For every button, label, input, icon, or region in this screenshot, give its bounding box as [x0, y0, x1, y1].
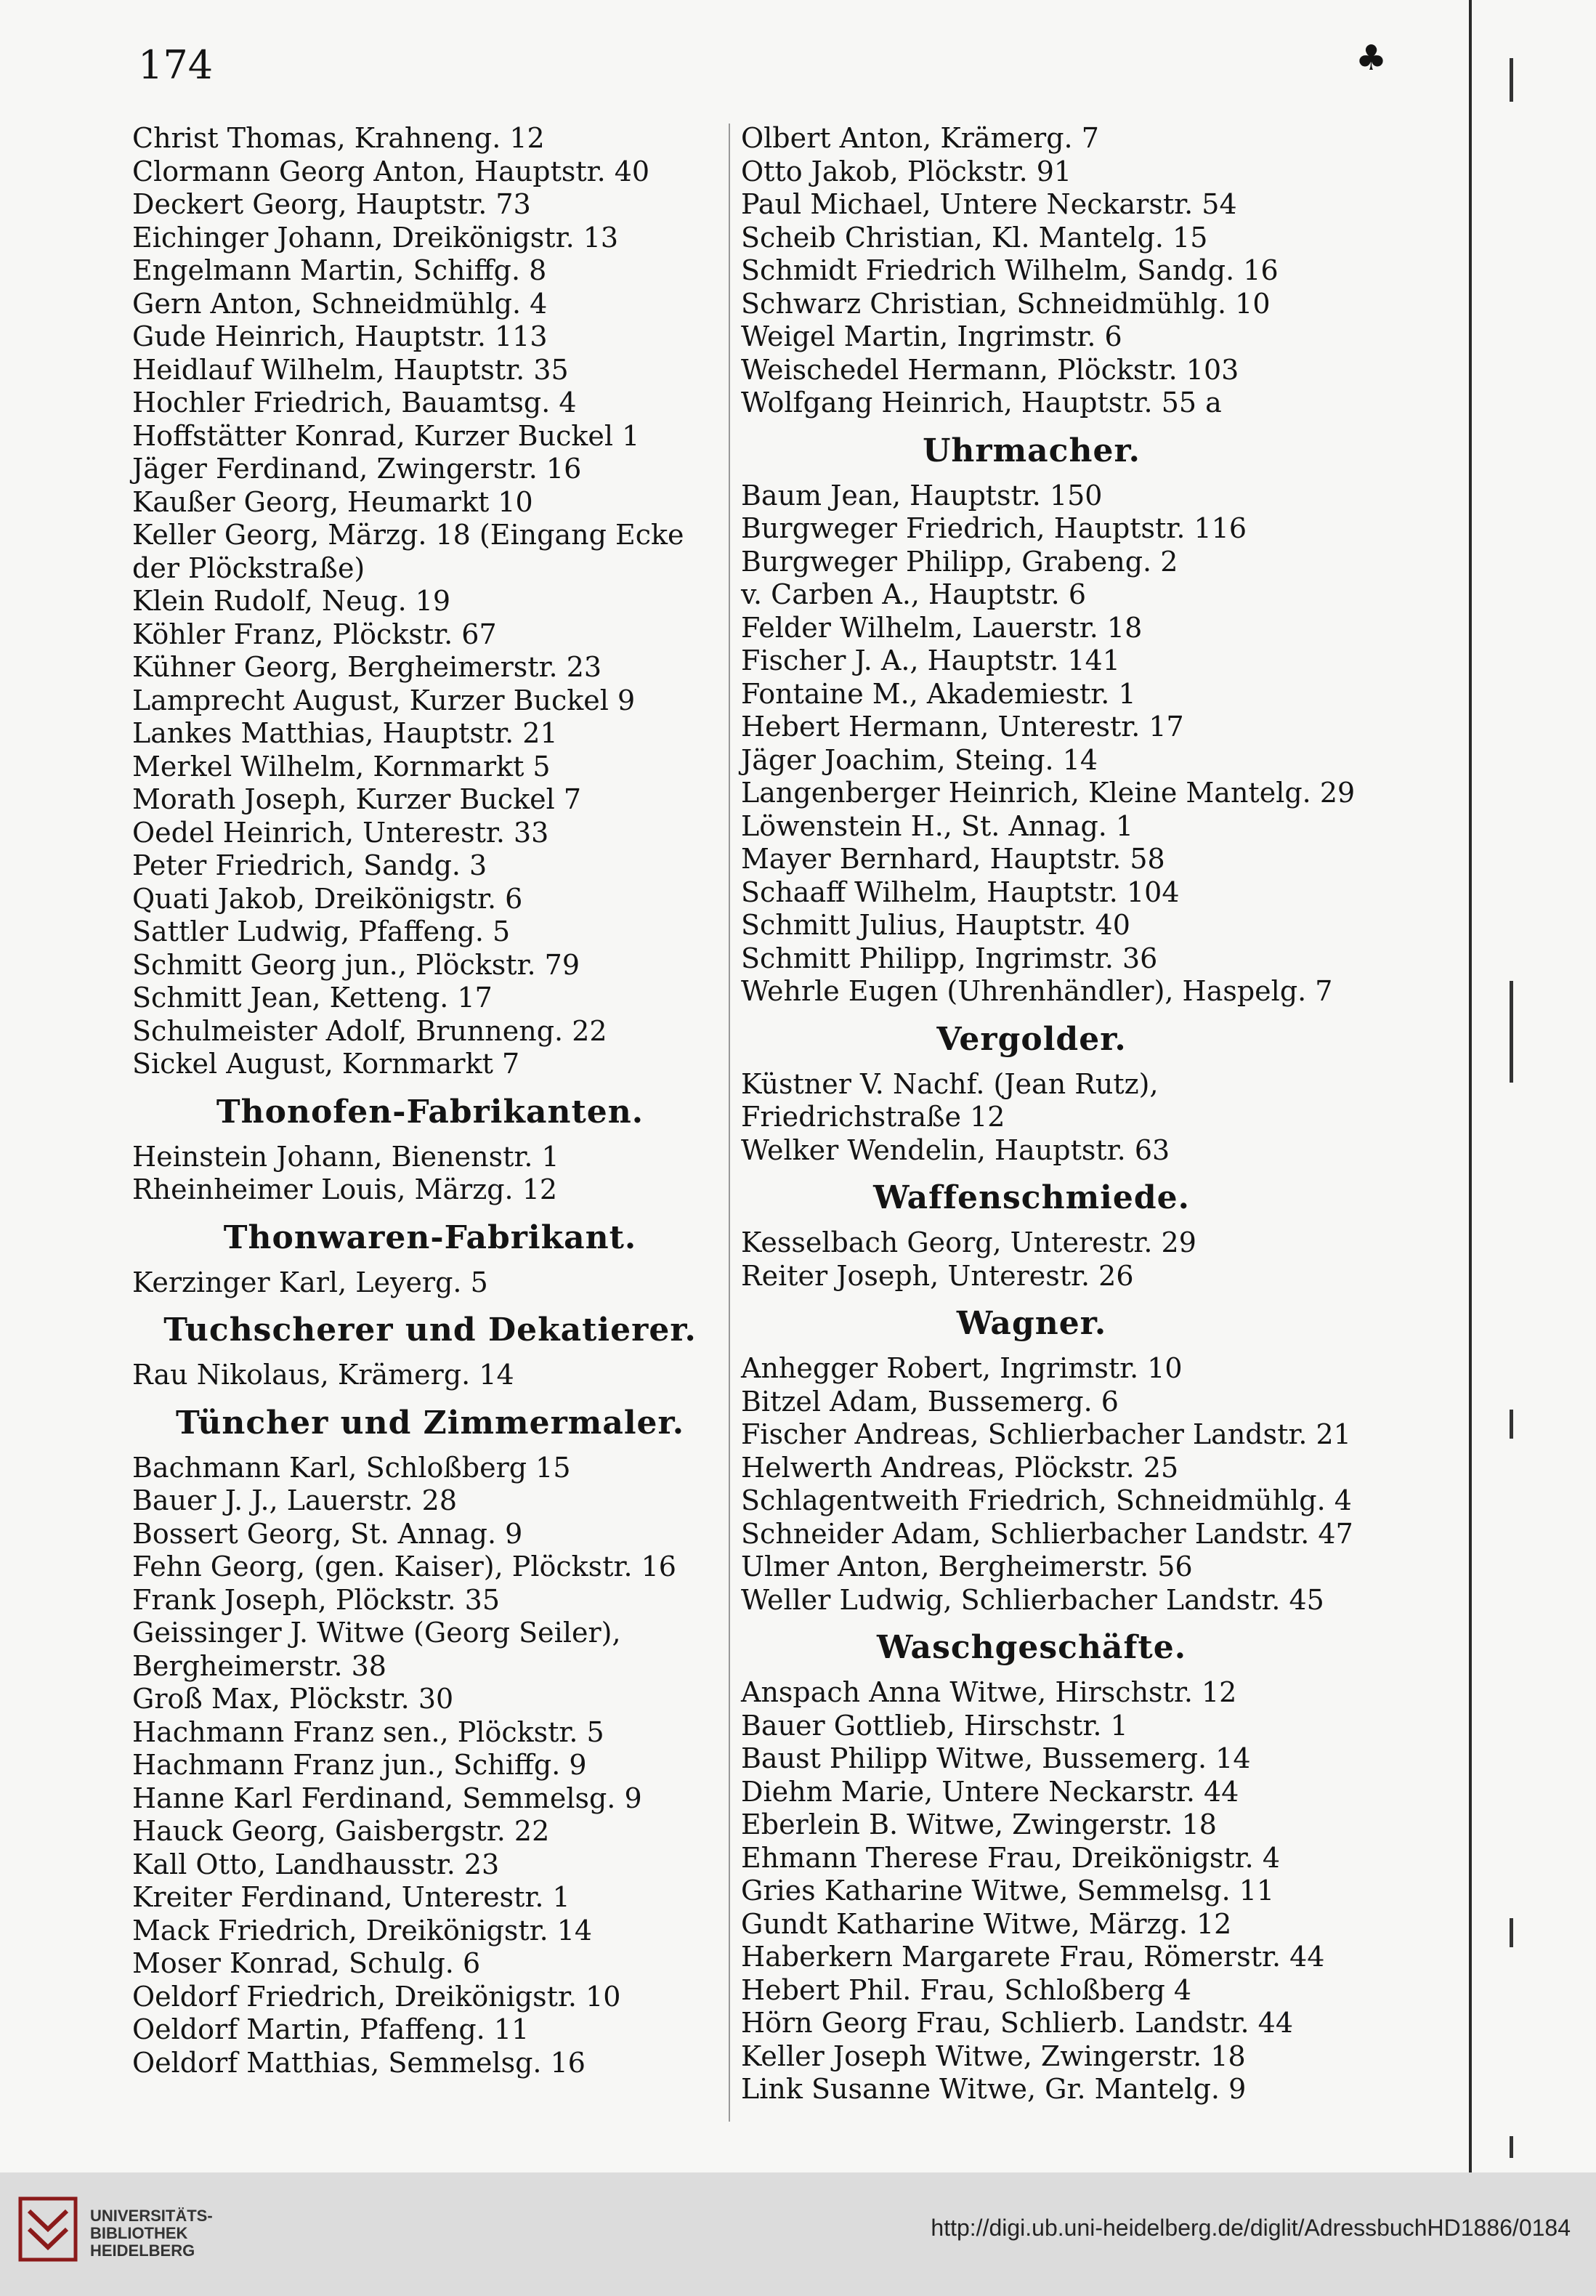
directory-entry: Bitzel Adam, Bussemerg. 6 — [741, 1385, 1119, 1418]
directory-entry: Schneider Adam, Schlierbacher Landstr. 47 — [741, 1517, 1353, 1550]
directory-entry: Mack Friedrich, Dreikönigstr. 14 — [132, 1914, 593, 1947]
directory-entry: Burgweger Philipp, Grabeng. 2 — [741, 545, 1178, 578]
directory-entry: Moser Konrad, Schulg. 6 — [132, 1947, 481, 1979]
directory-entry: Kall Otto, Landhausstr. 23 — [132, 1848, 500, 1880]
directory-entry: Merkel Wilhelm, Kornmarkt 5 — [132, 750, 551, 783]
directory-entry: Löwenstein H., St. Annag. 1 — [741, 809, 1134, 842]
scan-edge-marks — [1510, 58, 1517, 2165]
directory-entry: Lamprecht August, Kurzer Buckel 9 — [132, 684, 636, 716]
directory-entry: Fischer J. A., Hauptstr. 141 — [741, 644, 1120, 676]
column-divider — [729, 124, 730, 2122]
directory-entry: Haberkern Margarete Frau, Römerstr. 44 — [741, 1941, 1325, 1973]
library-name-line: HEIDELBERG — [90, 2242, 195, 2260]
directory-entry: Rau Nikolaus, Krämerg. 14 — [132, 1359, 514, 1391]
directory-entry: Oeldorf Martin, Pfaffeng. 11 — [132, 2013, 530, 2045]
section-heading: Thonwaren-Fabrikant. — [223, 1218, 637, 1256]
directory-entry: Baum Jean, Hauptstr. 150 — [741, 479, 1103, 512]
directory-entry: Köhler Franz, Plöckstr. 67 — [132, 618, 497, 650]
directory-entry: Reiter Joseph, Unterestr. 26 — [741, 1259, 1134, 1292]
right-column — [741, 122, 1356, 2106]
directory-entry: Engelmann Martin, Schiffg. 8 — [132, 254, 547, 286]
directory-entry: Anhegger Robert, Ingrimstr. 10 — [741, 1352, 1183, 1384]
directory-entry: Schaaff Wilhelm, Hauptstr. 104 — [741, 876, 1180, 908]
corner-mark-icon: ♣ — [1356, 38, 1388, 78]
directory-entry: Hanne Karl Ferdinand, Semmelsg. 9 — [132, 1782, 642, 1814]
directory-entry: Heidlauf Wilhelm, Hauptstr. 35 — [132, 353, 569, 386]
directory-entry: Gundt Katharine Witwe, Märzg. 12 — [741, 1907, 1232, 1940]
directory-entry: Hebert Phil. Frau, Schloßberg 4 — [741, 1973, 1192, 2006]
directory-entry: Hachmann Franz jun., Schiffg. 9 — [132, 1749, 587, 1781]
directory-entry: Schlagentweith Friedrich, Schneidmühlg. 4 — [741, 1484, 1352, 1516]
directory-entry: Kerzinger Karl, Leyerg. 5 — [132, 1266, 488, 1298]
directory-entry: Peter Friedrich, Sandg. 3 — [132, 849, 487, 881]
library-name — [90, 2207, 213, 2260]
directory-entry: Gude Heinrich, Hauptstr. 113 — [132, 320, 548, 352]
directory-entry: Bachmann Karl, Schloßberg 15 — [132, 1451, 571, 1484]
library-name-line: BIBLIOTHEK — [90, 2224, 188, 2242]
directory-entry: Olbert Anton, Krämerg. 7 — [741, 122, 1099, 154]
directory-entry: Lankes Matthias, Hauptstr. 21 — [132, 717, 558, 749]
directory-entry: Weller Ludwig, Schlierbacher Landstr. 45 — [741, 1583, 1324, 1616]
directory-entry: Schulmeister Adolf, Brunneng. 22 — [132, 1014, 607, 1047]
directory-entry: Schwarz Christian, Schneidmühlg. 10 — [741, 287, 1271, 320]
source-url-link[interactable]: http://digi.ub.uni-heidelberg.de/diglit/AdressbuchHD1886/0184 — [931, 2215, 1571, 2241]
directory-entry: Deckert Georg, Hauptstr. 73 — [132, 188, 531, 220]
footer-bar — [0, 2172, 1596, 2296]
directory-entry: Wehrle Eugen (Uhrenhändler), Haspelg. 7 — [741, 975, 1333, 1007]
section-heading: Waffenschmiede. — [873, 1179, 1190, 1216]
directory-entry: Bossert Georg, St. Annag. 9 — [132, 1517, 523, 1550]
directory-entry: Groß Max, Plöckstr. 30 — [132, 1683, 454, 1715]
directory-entry: Sattler Ludwig, Pfaffeng. 5 — [132, 915, 511, 947]
directory-entry: Eberlein B. Witwe, Zwingerstr. 18 — [741, 1808, 1217, 1840]
directory-entry: Heinstein Johann, Bienenstr. 1 — [132, 1140, 559, 1173]
page-number: 174 — [138, 42, 214, 88]
directory-entry: Schmitt Georg jun., Plöckstr. 79 — [132, 948, 580, 981]
directory-entry: Hachmann Franz sen., Plöckstr. 5 — [132, 1715, 604, 1748]
directory-entry: Kühner Georg, Bergheimerstr. 23 — [132, 651, 602, 683]
directory-entry: Sickel August, Kornmarkt 7 — [132, 1048, 520, 1080]
directory-entry: Weischedel Hermann, Plöckstr. 103 — [741, 353, 1239, 386]
page-edge-line — [1469, 0, 1472, 2180]
section-heading: Thonofen-Fabrikanten. — [216, 1093, 644, 1131]
directory-entry: Ulmer Anton, Bergheimerstr. 56 — [741, 1551, 1193, 1582]
section-heading: Vergolder. — [936, 1020, 1127, 1058]
directory-entry: Christ Thomas, Krahneng. 12 — [132, 122, 545, 154]
directory-entry: Wolfgang Heinrich, Hauptstr. 55 a — [741, 387, 1222, 419]
university-library-logo-icon — [15, 2193, 81, 2265]
directory-entry: Fehn Georg, (gen. Kaiser), Plöckstr. 16 — [132, 1551, 676, 1582]
directory-entry: Oeldorf Friedrich, Dreikönigstr. 10 — [132, 1980, 621, 2013]
directory-entry: Mayer Bernhard, Hauptstr. 58 — [741, 843, 1165, 875]
directory-entry: Frank Joseph, Plöckstr. 35 — [132, 1583, 501, 1616]
directory-entry: Weigel Martin, Ingrimstr. 6 — [741, 320, 1122, 352]
directory-entry: Quati Jakob, Dreikönigstr. 6 — [132, 882, 523, 915]
directory-entry: Schmitt Philipp, Ingrimstr. 36 — [741, 942, 1158, 974]
directory-entry: Schmidt Friedrich Wilhelm, Sandg. 16 — [741, 254, 1279, 286]
directory-entry: Gern Anton, Schneidmühlg. 4 — [132, 287, 548, 320]
directory-entry: Klein Rudolf, Neug. 19 — [132, 585, 451, 617]
directory-entry: Paul Michael, Untere Neckarstr. 54 — [741, 188, 1237, 220]
directory-entry: Gries Katharine Witwe, Semmelsg. 11 — [741, 1875, 1275, 1907]
directory-entry: Scheib Christian, Kl. Mantelg. 15 — [741, 221, 1208, 254]
directory-entry: Hochler Friedrich, Bauamtsg. 4 — [132, 387, 577, 419]
directory-entry: Otto Jakob, Plöckstr. 91 — [741, 155, 1072, 187]
directory-entry: Eichinger Johann, Dreikönigstr. 13 — [132, 221, 619, 254]
directory-entry: Fontaine M., Akademiestr. 1 — [741, 677, 1136, 710]
directory-entry: Hauck Georg, Gaisbergstr. 22 — [132, 1815, 550, 1847]
section-heading: Uhrmacher. — [923, 432, 1141, 469]
directory-entry: Felder Wilhelm, Lauerstr. 18 — [741, 611, 1143, 644]
directory-entry: Kaußer Georg, Heumarkt 10 — [132, 485, 533, 518]
directory-entry: Rheinheimer Louis, Märzg. 12 — [132, 1173, 558, 1205]
directory-entry: Fischer Andreas, Schlierbacher Landstr. 21 — [741, 1418, 1351, 1450]
directory-entry: Oedel Heinrich, Unterestr. 33 — [132, 816, 549, 849]
section-heading: Tuchscherer und Dekatierer. — [163, 1311, 697, 1349]
directory-entry: Kreiter Ferdinand, Unterestr. 1 — [132, 1881, 570, 1913]
directory-entry: Burgweger Friedrich, Hauptstr. 116 — [741, 512, 1247, 544]
directory-entry: Welker Wendelin, Hauptstr. 63 — [741, 1133, 1170, 1166]
directory-entry: Bauer Gottlieb, Hirschstr. 1 — [741, 1709, 1128, 1742]
section-heading: Tüncher und Zimmermaler. — [175, 1404, 685, 1442]
directory-entry: Helwerth Andreas, Plöckstr. 25 — [741, 1451, 1179, 1484]
section-heading: Wagner. — [956, 1305, 1107, 1342]
directory-entry: Geissinger J. Witwe (Georg Seiler), Bergheimerstr. 38 — [132, 1617, 621, 1682]
left-column — [132, 122, 728, 2079]
directory-entry: Keller Joseph Witwe, Zwingerstr. 18 — [741, 2040, 1246, 2072]
library-name-line: UNIVERSITÄTS- — [90, 2207, 213, 2225]
directory-entry: Schmitt Julius, Hauptstr. 40 — [741, 909, 1130, 941]
directory-entry: Clormann Georg Anton, Hauptstr. 40 — [132, 155, 650, 187]
directory-entry: Baust Philipp Witwe, Bussemerg. 14 — [741, 1742, 1251, 1774]
directory-entry: Langenberger Heinrich, Kleine Mantelg. 29 — [741, 777, 1356, 809]
directory-entry: Hoffstätter Konrad, Kurzer Buckel 1 — [132, 419, 640, 452]
directory-entry: Link Susanne Witwe, Gr. Mantelg. 9 — [741, 2073, 1247, 2105]
directory-entry: Schmitt Jean, Ketteng. 17 — [132, 982, 493, 1014]
directory-entry: Hebert Hermann, Unterestr. 17 — [741, 711, 1184, 743]
directory-entry: Anspach Anna Witwe, Hirschstr. 12 — [741, 1676, 1237, 1708]
directory-entry: Keller Georg, Märzg. 18 (Eingang Ecke der Plöckstraße) — [132, 519, 684, 584]
section-heading: Waschgeschäfte. — [876, 1629, 1187, 1666]
directory-entry: Hörn Georg Frau, Schlierb. Landstr. 44 — [741, 2007, 1294, 2039]
directory-entry: Ehmann Therese Frau, Dreikönigstr. 4 — [741, 1841, 1281, 1874]
directory-entry: Jäger Ferdinand, Zwingerstr. 16 — [132, 453, 582, 485]
directory-entry: Kesselbach Georg, Unterestr. 29 — [741, 1226, 1196, 1258]
directory-entry: Morath Joseph, Kurzer Buckel 7 — [132, 783, 582, 815]
directory-entry: Bauer J. J., Lauerstr. 28 — [132, 1484, 458, 1516]
directory-entry: Küstner V. Nachf. (Jean Rutz), Friedrichstraße 12 — [741, 1067, 1159, 1133]
directory-entry: v. Carben A., Hauptstr. 6 — [741, 578, 1087, 610]
directory-entry: Diehm Marie, Untere Neckarstr. 44 — [741, 1775, 1239, 1808]
directory-entry: Oeldorf Matthias, Semmelsg. 16 — [132, 2046, 586, 2079]
directory-entry: Jäger Joachim, Steing. 14 — [741, 743, 1098, 776]
